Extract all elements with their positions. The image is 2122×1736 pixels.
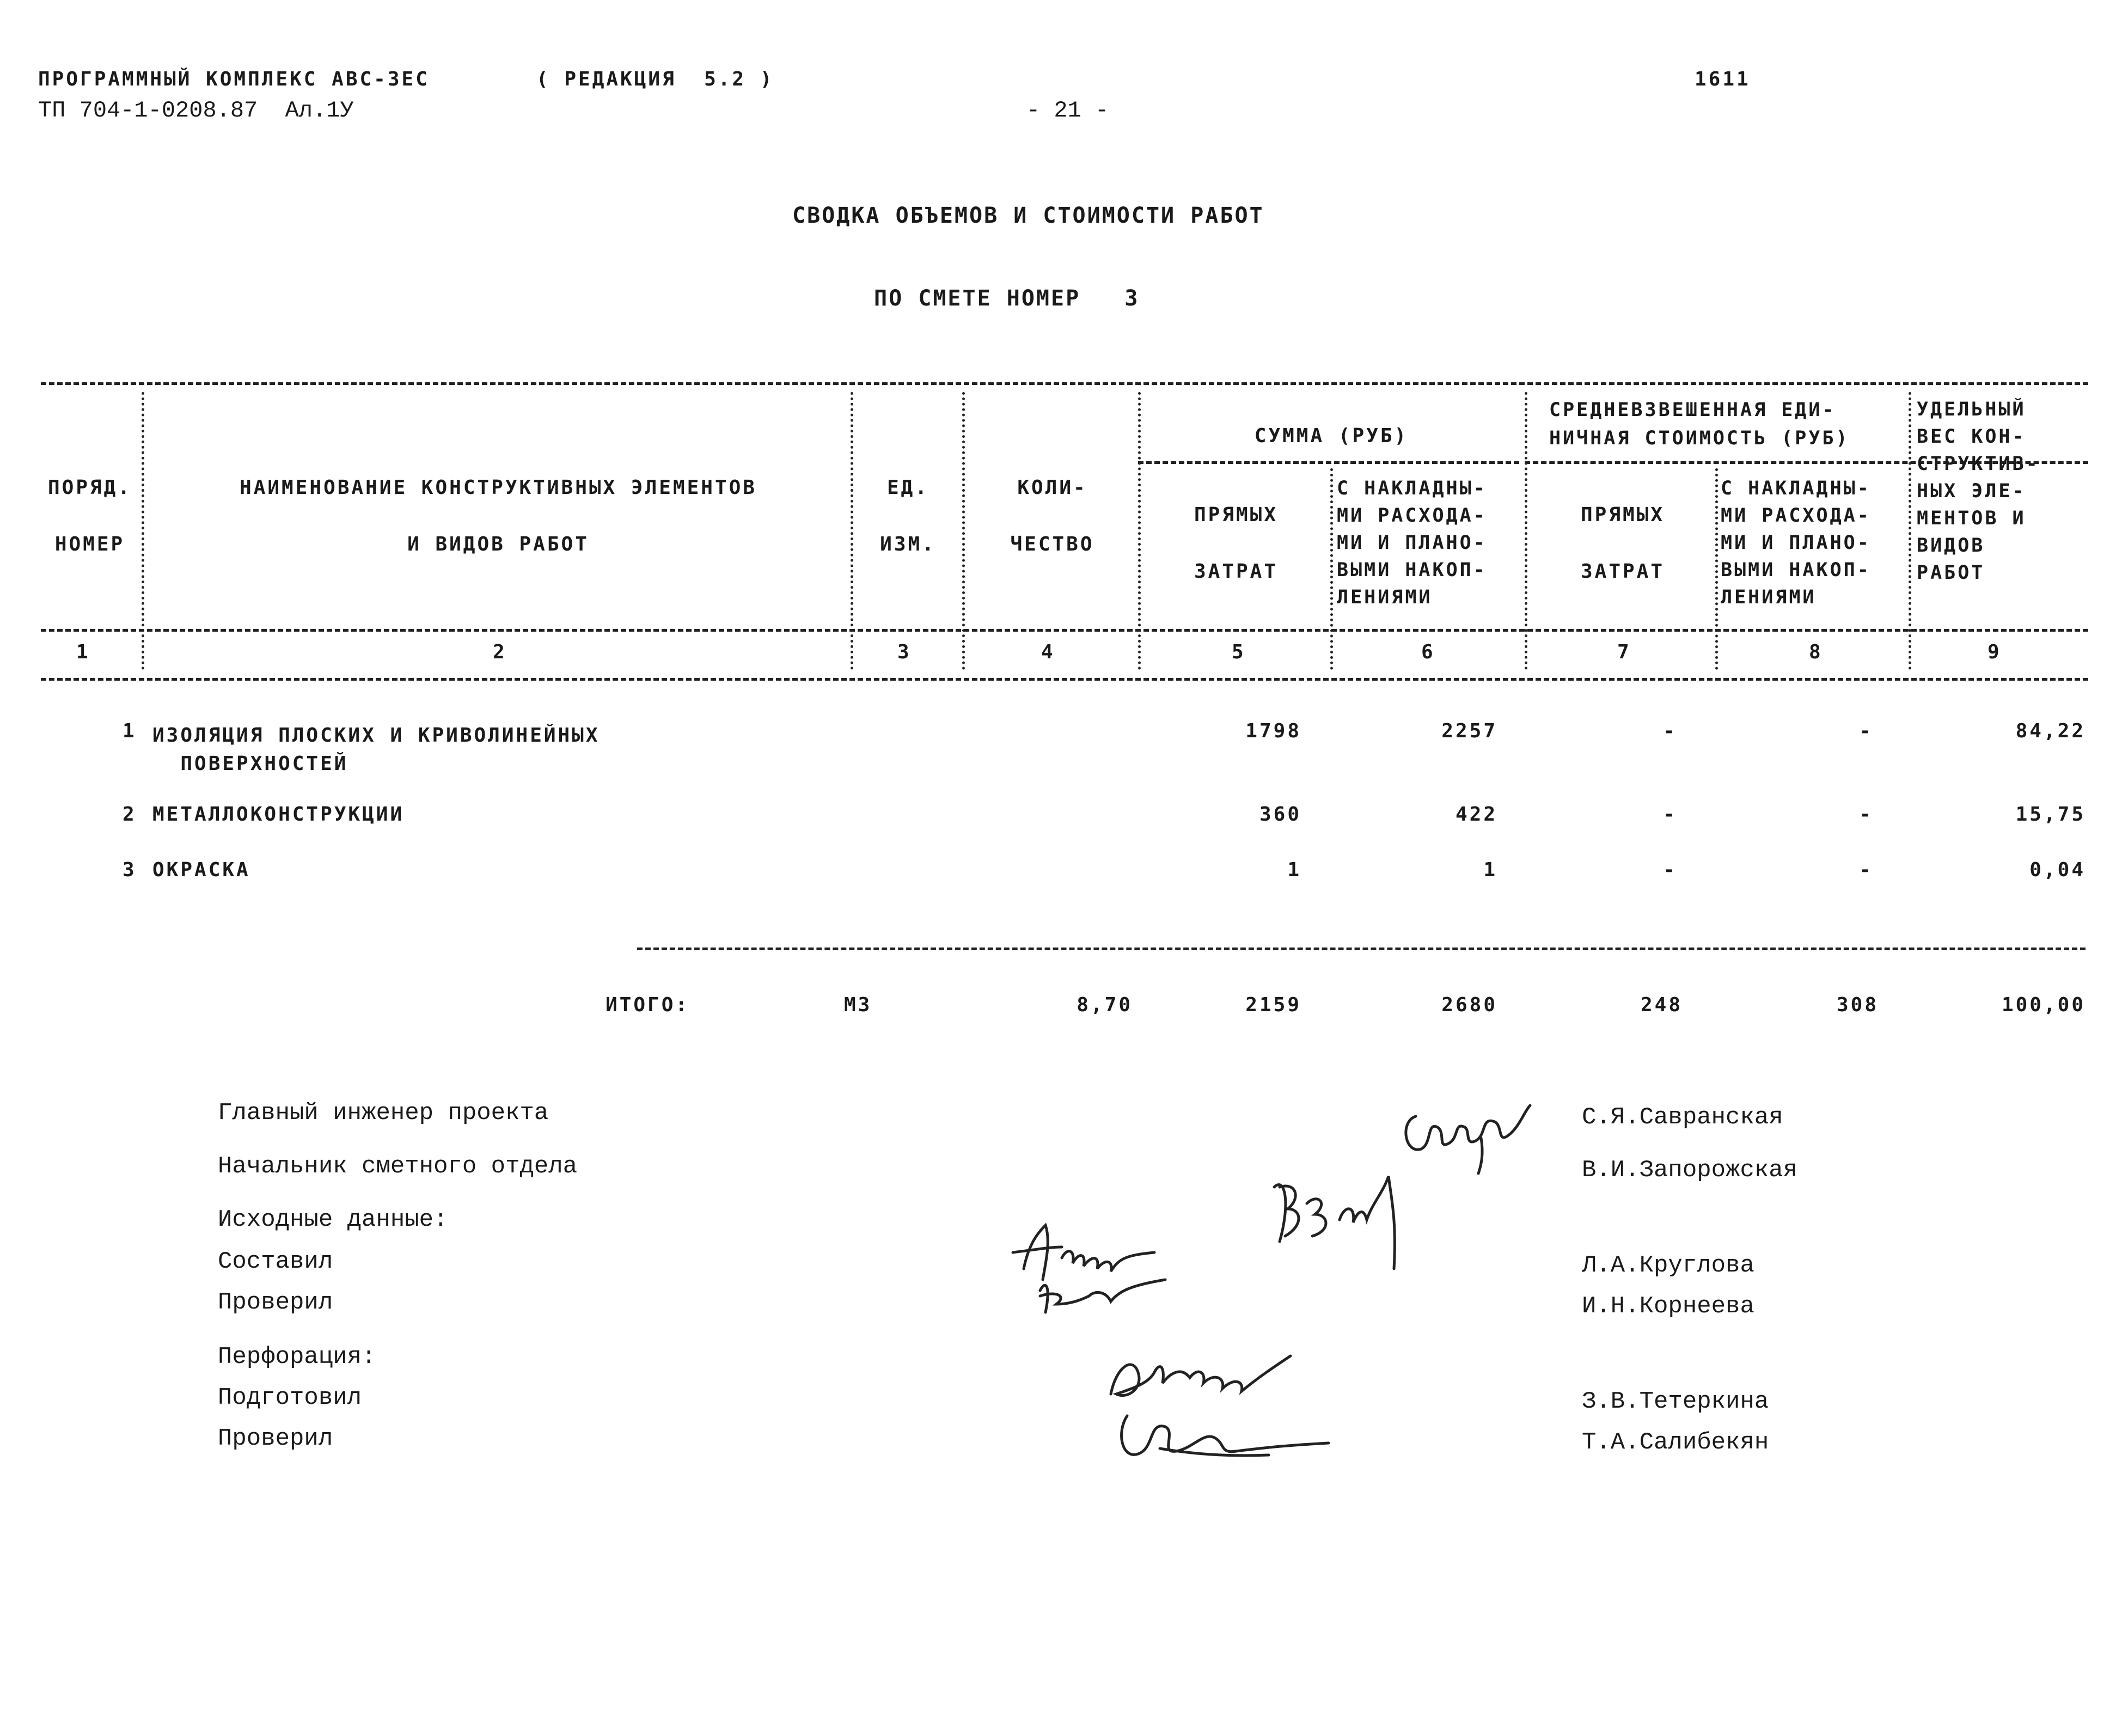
row-share: 0,04: [2029, 859, 2086, 881]
row-name: МЕТАЛЛОКОНСТРУКЦИИ: [152, 803, 405, 826]
header-share: УДЕЛЬНЫЙ ВЕС КОН- СТРУКТИВ- НЫХ ЭЛЕ- МЕНТОВ И ВИДОВ РАБОТ: [1917, 399, 2040, 584]
name-zaporozhskaya: В.И.Запорожская: [1582, 1157, 1798, 1184]
row-overhead-costs: 2257: [1441, 720, 1497, 742]
column-separator: [962, 392, 965, 670]
row-avg-direct: -: [1663, 720, 1677, 742]
column-separator: [1330, 468, 1333, 670]
signature-chief-engineer: [1394, 1084, 1536, 1176]
column-number: 3: [897, 641, 912, 663]
column-separator: [142, 392, 144, 670]
total-overhead-costs: 2680: [1441, 994, 1497, 1016]
rule-group-sum: [1138, 461, 1519, 464]
row-number: 2: [123, 803, 137, 826]
rule-colnum-bottom: [41, 678, 2088, 681]
row-overhead-costs: 422: [1455, 803, 1497, 826]
name-teterkina: З.В.Тетеркина: [1582, 1388, 1769, 1415]
signature-estimate-head: [1263, 1154, 1410, 1274]
row-avg-overhead: -: [1859, 859, 1873, 881]
row-avg-direct: -: [1663, 859, 1677, 881]
role-chief-engineer: Главный инженер проекта: [218, 1099, 549, 1127]
signature-compiler-checker: [1002, 1209, 1182, 1329]
document-code: ТП 704-1-0208.87 Ал.1У: [38, 97, 354, 124]
role-prepared-by: Подготовил: [218, 1384, 362, 1411]
row-number: 3: [123, 859, 137, 881]
role-checked-by: Проверил: [218, 1289, 333, 1316]
column-number: 5: [1232, 641, 1246, 663]
role-source-data: Исходные данные:: [218, 1206, 448, 1233]
row-avg-overhead: -: [1859, 720, 1873, 742]
name-kruglova: Л.А.Круглова: [1582, 1252, 1754, 1279]
row-number: 1: [123, 720, 137, 742]
signature-perforation: [1094, 1334, 1334, 1476]
column-separator: [1909, 392, 1911, 670]
total-share: 100,00: [2001, 994, 2086, 1016]
document-subtitle: ПО СМЕТЕ НОМЕР 3: [874, 286, 1140, 311]
row-share: 84,22: [2015, 720, 2086, 742]
column-number: 2: [493, 641, 507, 663]
column-separator: [1138, 392, 1141, 670]
name-korneeva: И.Н.Корнеева: [1582, 1293, 1754, 1320]
row-name: ОКРАСКА: [152, 859, 250, 881]
column-number: 8: [1809, 641, 1823, 663]
row-share: 15,75: [2015, 803, 2086, 826]
program-title: ПРОГРАММНЫЙ КОМПЛЕКС АВС-ЗЕС: [38, 68, 430, 90]
column-number: 9: [1988, 641, 2002, 663]
role-checked-by-2: Проверил: [218, 1425, 333, 1452]
rule-top: [41, 382, 2088, 385]
header-unit: ЕД. ИЗМ.: [880, 476, 936, 555]
total-direct-costs: 2159: [1245, 994, 1301, 1016]
rule-total: [637, 948, 2086, 950]
header-direct-costs: ПРЯМЫХ ЗАТРАТ: [1194, 504, 1279, 583]
total-label: ИТОГО:: [606, 994, 690, 1016]
row-direct-costs: 1798: [1245, 720, 1301, 742]
page-number: - 21 -: [1026, 97, 1109, 124]
header-quantity: КОЛИ- ЧЕСТВО: [1010, 476, 1094, 555]
row-direct-costs: 360: [1259, 803, 1301, 826]
total-avg-direct: 248: [1640, 994, 1683, 1016]
edition-label: ( РЕДАКЦИЯ 5.2 ): [536, 68, 774, 90]
role-punching: Перфорация:: [218, 1343, 376, 1371]
column-number: 4: [1041, 641, 1055, 663]
row-avg-direct: -: [1663, 803, 1677, 826]
header-overhead-costs: С НАКЛАДНЫ- МИ РАСХОДА- МИ И ПЛАНО- ВЫМИ НАКОП- ЛЕНИЯМИ: [1337, 478, 1487, 608]
row-avg-overhead: -: [1859, 803, 1873, 826]
document-title: СВОДКА ОБЪЕМОВ И СТОИМОСТИ РАБОТ: [792, 203, 1264, 228]
name-savranskaya: С.Я.Савранская: [1582, 1104, 1783, 1131]
header-group-average: СРЕДНЕВЗВЕШЕННАЯ ЕДИ- НИЧНАЯ СТОИМОСТЬ (РУБ): [1549, 399, 1850, 449]
row-name: ИЗОЛЯЦИЯ ПЛОСКИХ И КРИВОЛИНЕЙНЫХ ПОВЕРХНОСТЕЙ: [152, 724, 600, 775]
column-number: 1: [76, 641, 90, 663]
header-avg-direct: ПРЯМЫХ ЗАТРАТ: [1580, 504, 1665, 583]
column-separator: [1715, 468, 1718, 670]
total-unit: М3: [844, 994, 872, 1016]
header-order-number: ПОРЯД. НОМЕР: [47, 476, 132, 555]
column-separator: [1525, 392, 1527, 670]
column-number: 6: [1421, 641, 1435, 663]
header-group-sum: СУММА (РУБ): [1254, 425, 1409, 447]
sheet-number: 1611: [1695, 68, 1751, 90]
header-avg-overhead: С НАКЛАДНЫ- МИ РАСХОДА- МИ И ПЛАНО- ВЫМИ НАКОП- ЛЕНИЯМИ: [1721, 478, 1871, 608]
column-number: 7: [1617, 641, 1631, 663]
total-quantity: 8,70: [1077, 994, 1133, 1016]
name-salibekyan: Т.А.Салибекян: [1582, 1429, 1769, 1456]
role-compiled-by: Составил: [218, 1248, 333, 1275]
total-avg-overhead: 308: [1836, 994, 1879, 1016]
row-overhead-costs: 1: [1483, 859, 1497, 881]
role-estimate-head: Начальник сметного отдела: [218, 1153, 578, 1180]
row-direct-costs: 1: [1287, 859, 1301, 881]
rule-head-bottom: [41, 629, 2088, 632]
column-separator: [851, 392, 853, 670]
header-element-name: НАИМЕНОВАНИЕ КОНСТРУКТИВНЫХ ЭЛЕМЕНТОВ И ВИДОВ РАБОТ: [240, 476, 757, 555]
